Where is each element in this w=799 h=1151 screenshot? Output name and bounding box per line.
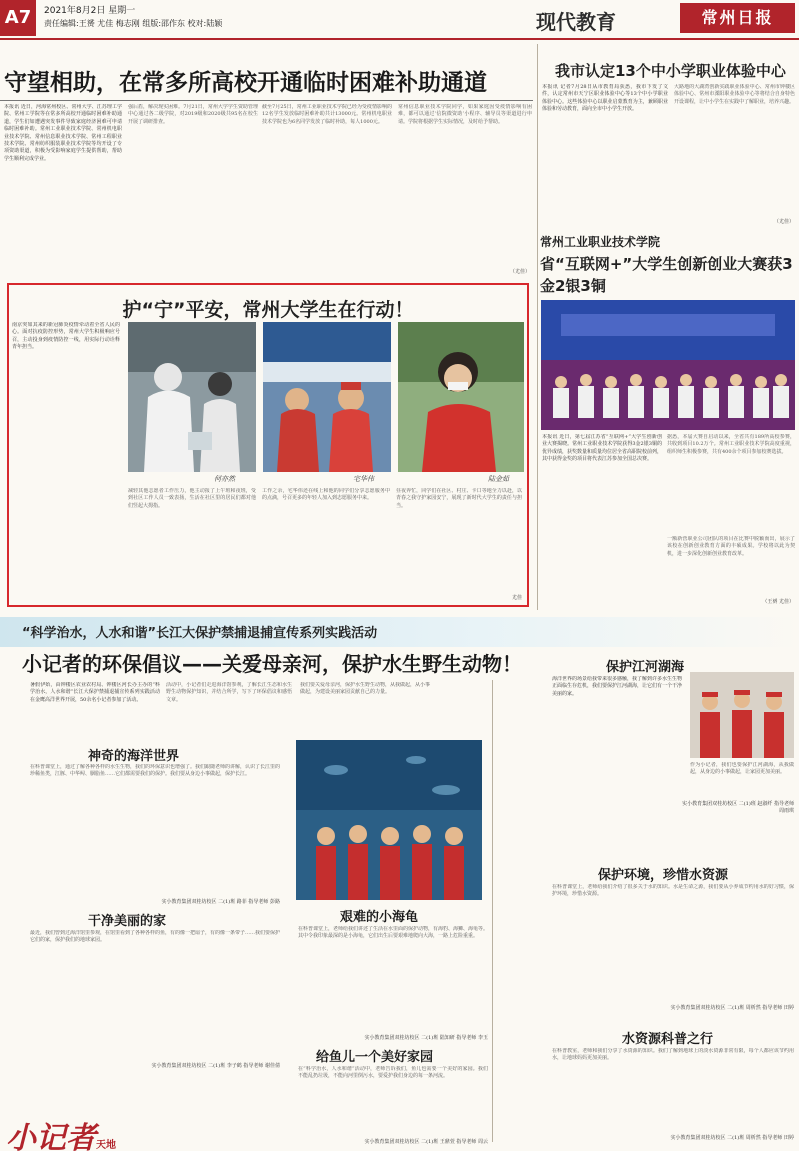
main-headline: 守望相助，在常多所高校开通临时困难补助通道 — [4, 70, 487, 96]
right-headline-1: 我市认定13个中小学职业体验中心 — [555, 62, 786, 80]
children-aquarium-image — [296, 740, 482, 900]
section-title: 现代教育 — [536, 10, 616, 34]
right1-col1: 本报讯 记者7月28日从市教育局获悉，我市下发了文件，认定常州市天宁区职业体验中心等13个中小学职业体验中心。这些体验中心以职业启蒙教育为主，兼顾职业体验和劳动教育，面向全市中小学生开放。 — [542, 84, 668, 113]
header-rule — [0, 38, 799, 40]
right1-col2: 大路地的大湖湾创新实践职业体验中心、常州市钟楼区体验中心、常州市溧阳职业体验中心等将结合自身特色开设课程，让中小学生在实践中了解职业，培养兴趣。 — [674, 84, 795, 105]
article-body-ocean-world: 在科普课堂上，通过了解各种各样的水生生物，我们的环保意识也增强了。我们跟随老师的讲解，认识了长江里的珍稀鱼类，江豚、中华鲟、胭脂鱼……它们都需要我们的保护。我们要从身边小事做起，保护长江。 — [30, 764, 280, 778]
newspaper-logo: 常州日报 — [680, 3, 795, 33]
series-intro-1: 暑假伊始，由钟楼区农业农村局、钟楼区河长办主办的“科学治水，人水和谐”长江大保护禁捕退捕宣传系列实践活动在金鹰高洋世界开展，50余名小记者参加了活动。 — [30, 682, 160, 703]
article-body-clean-home: 最近，我们曾到过海洋馆里参观，在馆里看到了各种各样的鱼，有的像一把扇子，有的像一条带子……我们要保护它们的家，保护我们的地球家园。 — [30, 930, 280, 944]
right2-col3: 一额新营职业公司团队的项目在比赛中脱颖而出，展示了该校在创新创业教育方面的丰硕成果。学校将以此为契机，进一步深化创新创业教育改革。 — [667, 536, 795, 557]
footer-logo-sub: 天地 — [96, 1140, 116, 1151]
feature-photo-3 — [398, 322, 524, 472]
photo-caption: 作为小记者，我们也要保护江河湖海，从我做起，从身边的小事做起，让家园更加美丽。 — [690, 762, 794, 776]
article-byline-ocean-world: 实小教育集团双桂坊校区 二(1)班 路菲 指导老师 彭路 — [161, 899, 280, 905]
article-byline-sea-turtle: 实小教育集团双桂坊校区 二(1)班 陆知研 指导老师 李玉 — [364, 1035, 488, 1041]
column-divider — [537, 44, 538, 610]
main-story-col1: 本报讯 近日，河海常州校区、常州大学、江苏理工学院、常州工学院等在常多所高校开通临时困难补助通道，学生们如遭遇突发事件导致家庭经济困难可申请临时困难补助。常州工业职业技术学院、常州机电职业技术学院、常州信息职业技术学院、常州工程职业技术学院、常州纺织服装职业技术学院等均开设了专项资助渠道，积极为受影响家庭学生提供帮助，帮助学生顺利完成学业。 — [4, 104, 122, 162]
right2-col2: 据悉，本届大赛自启动以来，全省共有189所高校参赛，共收到项目10.2万个。常州工业职业技术学院高度重视，组织师生积极参赛，共有400余个项目参加校赛选拔。 — [667, 434, 795, 455]
page-number: A7 — [0, 0, 36, 36]
main-byline: （尤佳） — [509, 269, 530, 275]
article-byline-protect-rivers: 实小教育集团双桂坊校区 二(1)班 赵淑纤 指导老师 周雨琪 — [682, 801, 794, 814]
article-title-clean-home: 干净美丽的家 — [88, 914, 167, 929]
article-byline-clean-home: 实小教育集团双桂坊校区 二(1)班 李子鹤 指导老师 谢佳倩 — [151, 1063, 280, 1069]
right-kicker-2: 常州工业职业技术学院 — [540, 235, 661, 249]
award-ceremony-photo — [541, 300, 795, 430]
editor-credits: 责任编辑:王赟 尤佳 梅志刚 组版:邵作东 校对:陆颖 — [44, 19, 223, 28]
article-body-water-trip: 在科普教室，老师和我们分享了水资源的知识。我们了解到地球上的淡水资源非常有限，每个人都应该节约用水，让地球妈妈更加美丽。 — [552, 1048, 794, 1062]
issue-date: 2021年8月2日 星期一 — [44, 6, 136, 16]
series-banner-title: “科学治水，人水和谐”长江大保护禁捕退捕宣传系列实践活动 — [22, 626, 378, 641]
article-body-save-water: 在科普课堂上，老师给我们介绍了很多关于水的知识。水是生命之源，我们要从小养成节约用水的好习惯，保护环境，珍惜水资源。 — [552, 884, 794, 898]
article-title-water-trip: 水资源科普之行 — [622, 1032, 714, 1047]
photo-credit-1: 何亦然 — [214, 475, 235, 483]
right-headline-2: 省“互联网+”大学生创新创业大赛获3金2银3铜 — [540, 255, 793, 295]
right2-col1: 本报讯 近日，第七届江苏省“互联网+”大学生创新创业大赛揭晓。常州工业职业技术学院获得3金2银3铜的优异成绩，获奖数量和质量均位居全省高职院校前列，其中获得金奖的项目将代表江苏参加全国总决赛。 — [542, 434, 662, 463]
feature-col2: 减轻其他志愿者工作压力，他主动报了上午班和夜班，受到社区工作人员一致表扬，生活在社区里的居民们都对他们竖起大拇指。 — [128, 488, 256, 509]
young-reporter-logo — [6, 1113, 116, 1151]
main-story-col2: 强后盾，解决现实困难。7月21日，常州大学学生资助管理中心通过各二级学院，对2019级和2020级共95名在校生开展了调研排查。 — [128, 104, 258, 125]
series-intro-3: 我们要关爱母亲河，保护水生野生动物，从我做起，从小事做起，为建设美丽家园贡献自己的力量。 — [300, 682, 430, 696]
feature-headline: 护“宁”平安，常州大学生在行动！ — [122, 299, 414, 321]
feature-col4: 昼夜奔忙，同学们在社区、村庄、卡口等地全力以赴，以青春之我守护家园安宁，展现了新时代大学生的责任与担当。 — [396, 488, 522, 509]
feature-col1: 南京突如其来的新冠肺炎疫情牵动着全省人民的心。面对抗疫防控形势，常州大学生积极响应号召，主动投身到疫情防控一线，用实际行动诠释青年担当。 — [12, 322, 120, 351]
article-byline-save-water: 实小教育集团双桂坊校区 二(1)班 周析然 指导老师 田婷 — [670, 1005, 794, 1011]
page-header — [0, 0, 799, 36]
footer-logo-text: 小记者 — [6, 1121, 96, 1151]
volunteer-photo-3 — [398, 322, 524, 472]
feature-col3: 工作之余，宅华伟还在线上和他的同学们分享志愿服务中的点滴，号召更多的年轻人加入到志愿服务中来。 — [262, 488, 390, 502]
article-title-ocean-world: 神奇的海洋世界 — [88, 749, 180, 764]
series-intro-2: 活动中，小记者们走进海洋馆参观，了解长江生态和水生野生动物保护知识，并结合所学，写下了环保倡议和感悟文章。 — [166, 682, 292, 703]
column-divider-2 — [492, 680, 493, 1142]
article-body-sea-turtle: 在科普课堂上，老师给我们讲述了生活在水里面的保护动物，有海豹、海狮、海龟等。其中令我印象最深的是小海龟，它们出生后要艰难地爬向大海，一路上危险重重。 — [298, 926, 488, 940]
divider — [0, 100, 533, 101]
feature-photo-2 — [263, 322, 391, 472]
right1-byline: （尤佳） — [773, 219, 794, 225]
aquarium-photo — [296, 740, 482, 900]
article-body-fish-home: 在“科学治水，人水和谐”活动中，老师告诉我们，鱼儿也需要一个美好的家园。我们不能乱扔垃圾，不能向河里倒污水，要爱护我们身边的每一条河流。 — [298, 1066, 488, 1080]
photo-credit-3: 陆金茹 — [488, 475, 509, 483]
children-group-image — [690, 672, 794, 758]
article-byline-water-trip: 实小教育集团双桂坊校区 二(1)班 周析然 指导老师 田婷 — [670, 1135, 794, 1141]
article-body-protect-rivers: 海洋世界的场景给我带来很多感触，我了解到许多水生生物正面临生存危机，我们要保护江河湖海，让它们有一个干净美丽的家。 — [552, 676, 682, 697]
photo-credit-2: 宅华伟 — [353, 475, 374, 483]
article-byline-fish-home: 实小教育集团双桂坊校区 二(1)班 王鼎萱 指导老师 周云 — [364, 1139, 488, 1145]
volunteer-photo-2 — [263, 322, 391, 472]
series-headline: 小记者的环保倡议——关爱母亲河，保护水生野生动物！ — [22, 652, 522, 676]
article-title-save-water: 保护环境，珍惜水资源 — [598, 868, 729, 883]
children-photo — [690, 672, 794, 758]
right2-byline: （王赟 尤佳） — [762, 599, 794, 605]
main-story-col3: 截至7月25日，常州工业职业技术学院已经为受疫情影响的12名学生发放临时困难补助共计13000元。常州机电职业技术学院也为6名同学发放了临时补助，每人1000元。 — [262, 104, 392, 125]
article-title-sea-turtle: 艰难的小海龟 — [340, 910, 419, 925]
article-title-fish-home: 给鱼儿一个美好家园 — [316, 1050, 434, 1065]
main-story-col4: 常州信息职业技术学院同学，如果家庭因受疫情影响有困难，都可以通过‘信院微资助’小程序、辅导员等渠道进行申请。学院将根据学生实际情况，及时给予帮助。 — [398, 104, 532, 125]
award-ceremony-image — [541, 300, 795, 430]
feature-byline: 尤佳 — [511, 595, 522, 601]
volunteer-photo-1 — [128, 322, 256, 472]
feature-photo-1 — [128, 322, 256, 472]
article-title-protect-rivers: 保护江河湖海 — [606, 660, 685, 675]
